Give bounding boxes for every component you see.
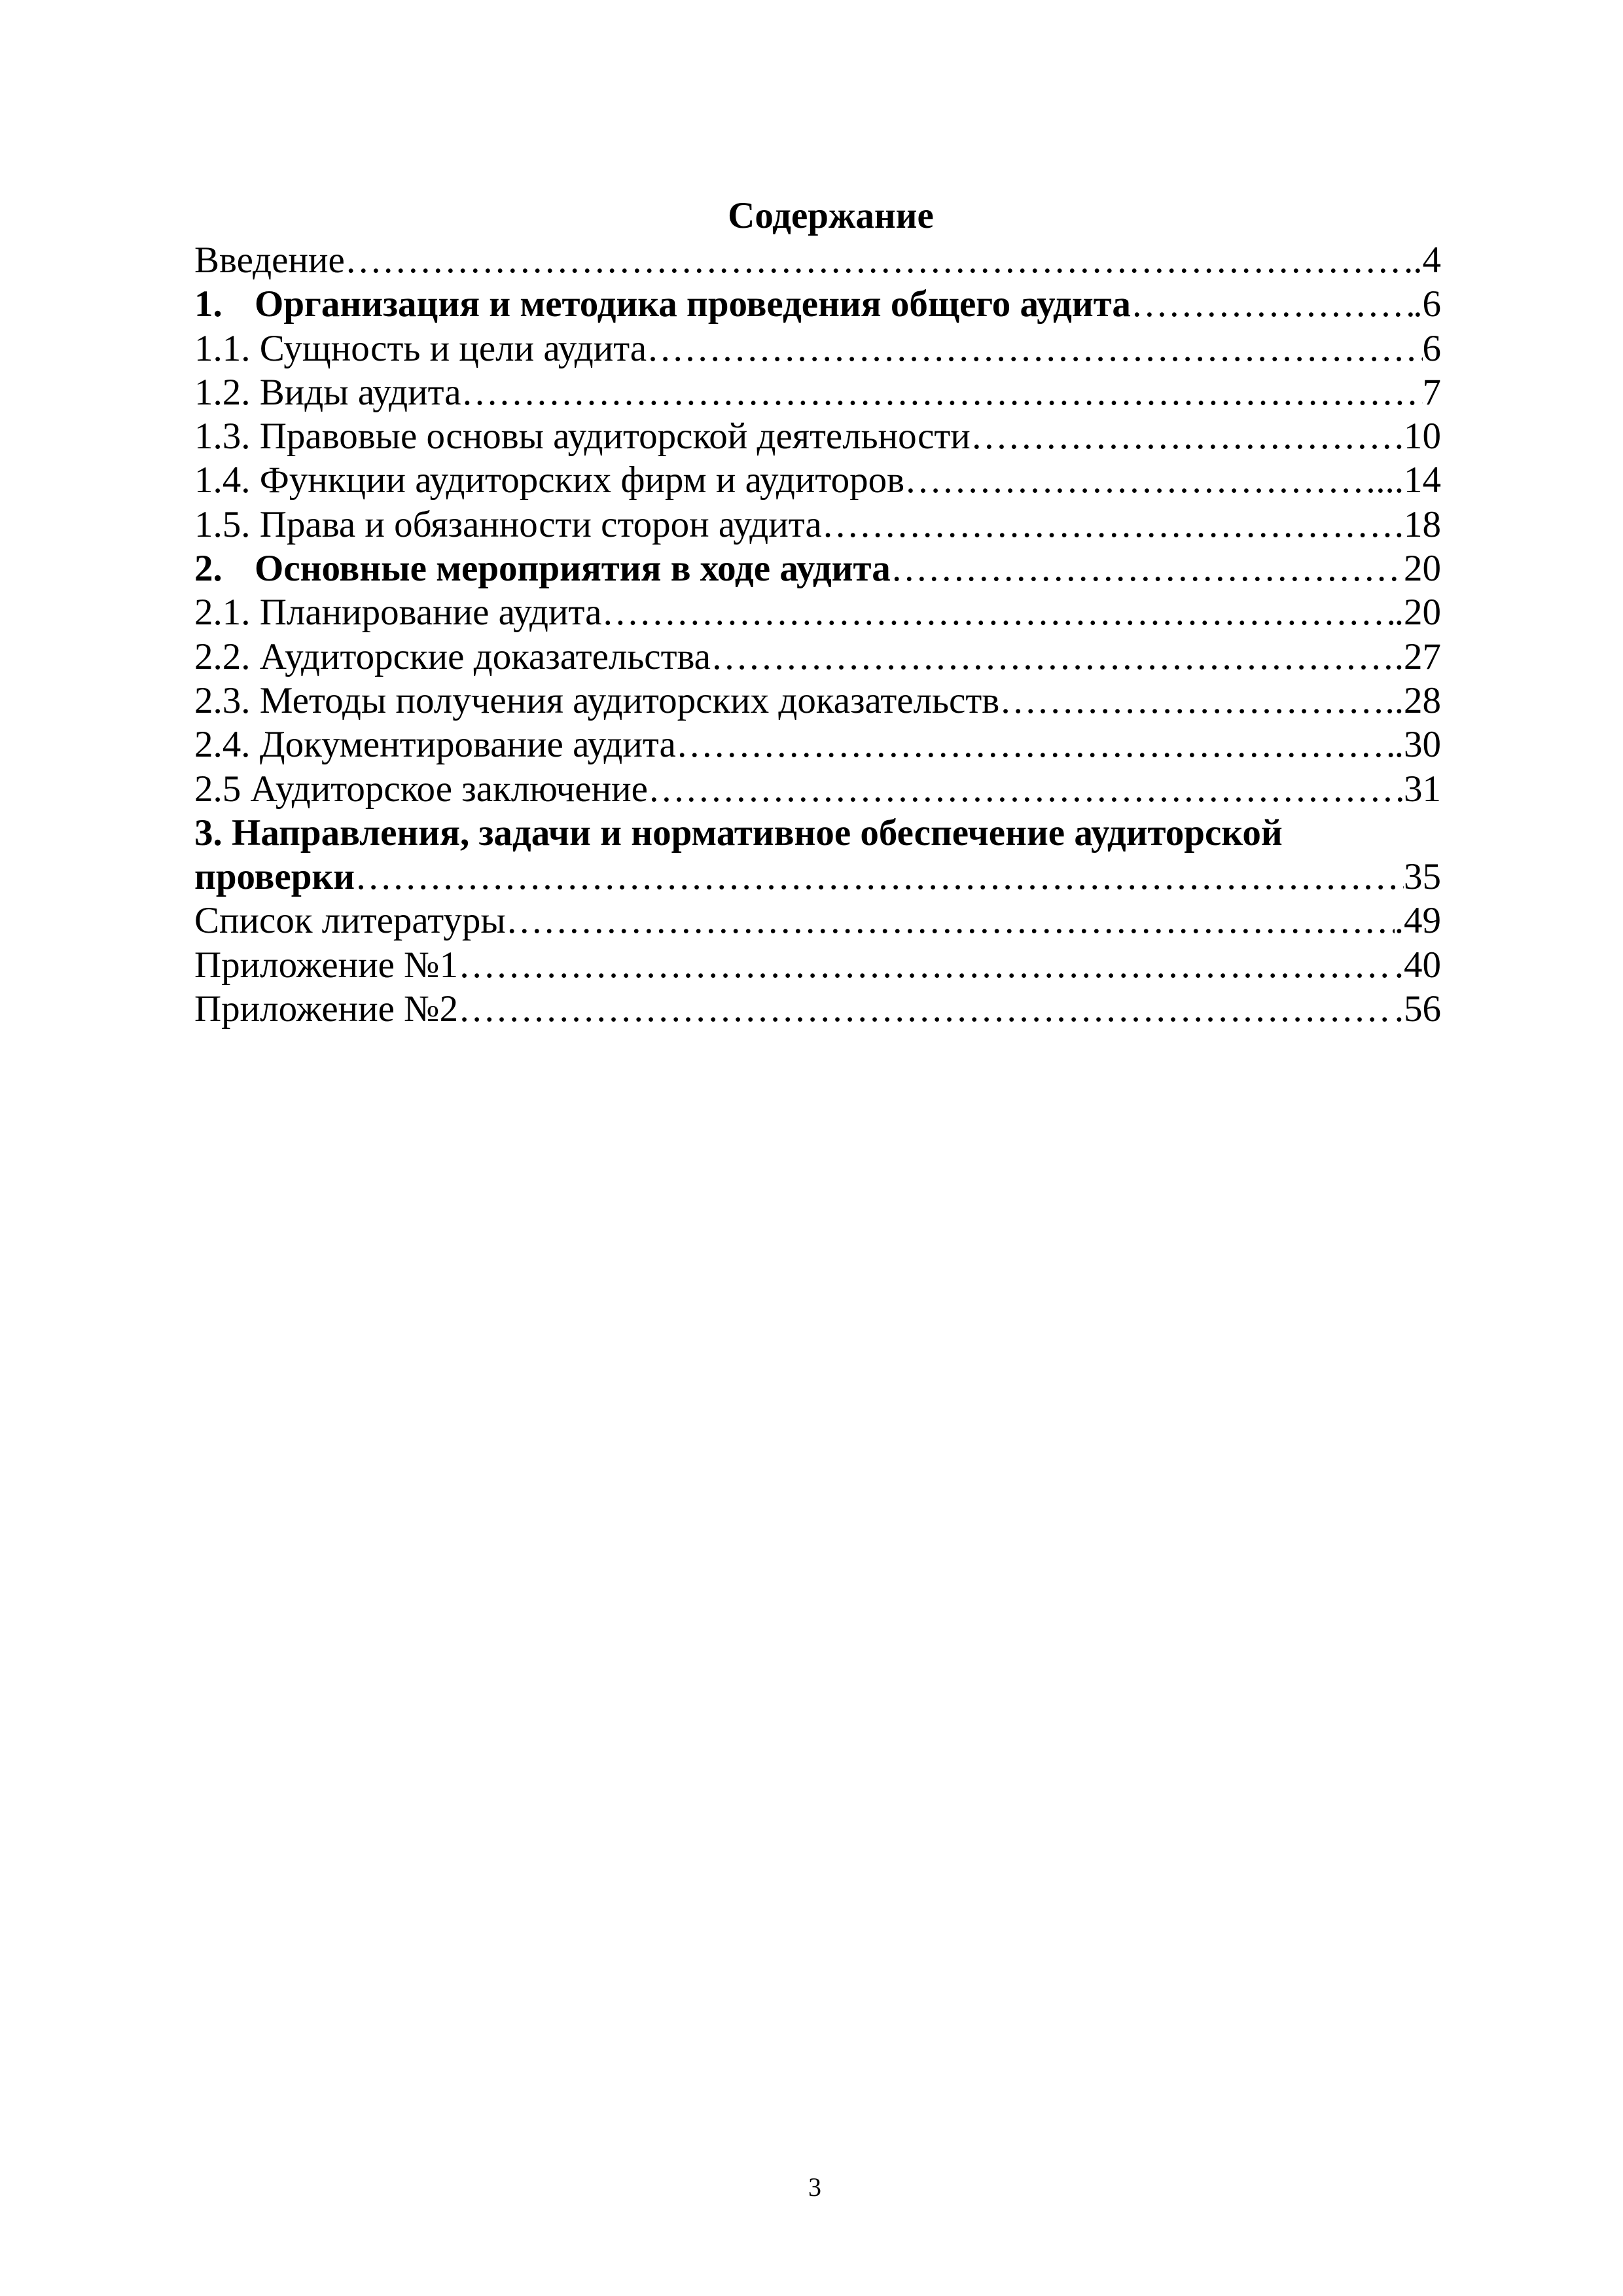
toc-list [194,238,1441,1031]
toc-leader-dots [971,414,1395,458]
toc-entry-chapter-1 [194,282,1441,326]
toc-entry-text: 2.5 Аудиторское заключение [194,768,648,810]
toc-title: Содержание [728,195,934,236]
toc-page-number: .10 [1394,416,1441,457]
toc-entry-text: 2.3. Методы получения аудиторских доказательств [194,679,1000,721]
page-number: 3 [808,2172,821,2202]
toc-page-number: ..28 [1385,679,1441,721]
toc-entry-text: 1.3. Правовые основы аудиторской деятельности [194,416,971,457]
toc-entry-1-5 [194,503,1441,547]
toc-chapter-number: 2. [194,548,223,590]
toc-entry-1-1 [194,327,1441,370]
toc-page-number: .49 [1394,900,1441,942]
toc-entry-2-4 [194,723,1441,766]
toc-leader-dots [647,327,1422,370]
toc-leader-dots [822,503,1395,547]
toc-entry-bibliography [194,899,1441,942]
toc-entry-text: Основные мероприятия в ходе аудита [255,548,891,590]
toc-page-number: 31 [1404,768,1441,810]
toc-entry-2-5 [194,767,1441,811]
toc-page-number: ..4 [1404,240,1441,281]
toc-leader-dots [461,370,1423,414]
toc-entry-2-1 [194,590,1441,634]
toc-leader-dots [711,635,1395,679]
toc-entry-text: 1.5. Права и обязанности сторон аудита [194,503,822,545]
toc-entry-text: 2.4. Документирование аудита [194,724,676,766]
toc-page-number: .20 [1394,592,1441,634]
toc-page-number: ...14 [1376,459,1441,501]
toc-page-number: 6 [1422,327,1441,369]
toc-page-number: 20 [1404,548,1441,590]
toc-leader-dots [458,987,1395,1031]
toc-leader-dots [1131,282,1413,326]
toc-entry-text: 2.2. Аудиторские доказательства [194,636,711,677]
toc-leader-dots [904,458,1376,502]
toc-leader-dots [648,767,1404,811]
toc-entry-2-2 [194,635,1441,679]
toc-page-number: 7 [1422,371,1441,413]
toc-entry-text: Организация и методика проведения общего аудита [255,283,1131,325]
toc-entry-text: 1.1. Сущность и цели аудита [194,327,647,369]
toc-page-number: .27 [1394,636,1441,677]
toc-leader-dots [458,943,1395,987]
toc-entry-chapter-2 [194,547,1441,590]
toc-page-number: .40 [1394,944,1441,986]
toc-entry-appendix-2 [194,987,1441,1031]
toc-page-number: .18 [1394,503,1441,545]
toc-page-number: .56 [1394,988,1441,1030]
toc-entry-1-4 [194,458,1441,502]
toc-leader-dots [676,723,1395,766]
toc-entry-text: Приложение №1 [194,944,459,986]
toc-leader-dots [355,855,1404,899]
toc-leader-dots [891,547,1404,590]
toc-entry-2-3 [194,679,1441,723]
toc-chapter-number: 1. [194,283,223,325]
toc-entry-appendix-1 [194,943,1441,987]
toc-page-number: .6 [1413,283,1441,325]
toc-leader-dots [601,590,1394,634]
toc-page-number: 35 [1404,856,1441,898]
toc-entry-text-line2: проверки [194,856,355,898]
toc-entry-1-2 [194,370,1441,414]
toc-entry-text: Приложение №2 [194,988,459,1030]
table-of-contents [194,194,1441,1031]
toc-entry-text: 1.2. Виды аудита [194,371,461,413]
toc-leader-dots [999,679,1385,723]
toc-entry-text: 2.1. Планирование аудита [194,592,602,634]
toc-entry-1-3 [194,414,1441,458]
toc-leader-dots [506,899,1395,942]
toc-page-number: .30 [1394,724,1441,766]
toc-entry-introduction [194,238,1441,282]
toc-entry-chapter-3 [194,811,1441,899]
toc-entry-text: Введение [194,240,345,281]
toc-entry-text: Список литературы [194,900,506,942]
toc-entry-text-line1: 3. Направления, задачи и нормативное обеспечение аудиторской [194,812,1283,853]
toc-leader-dots [345,238,1404,282]
toc-entry-text: 1.4. Функции аудиторских фирм и аудиторов [194,459,905,501]
